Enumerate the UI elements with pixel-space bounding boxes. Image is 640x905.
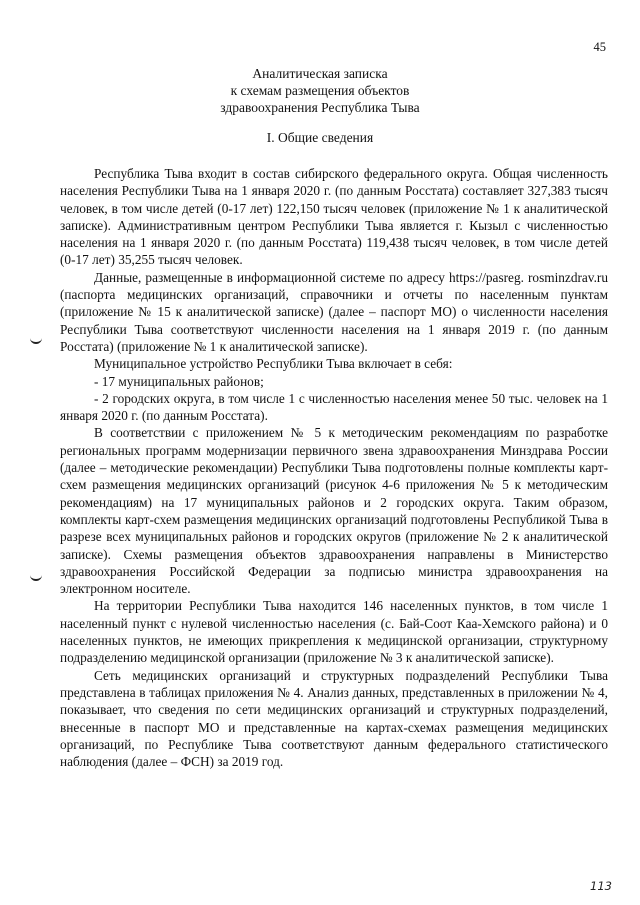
handwritten-page-number: 113 bbox=[590, 879, 612, 893]
section-title: I. Общие сведения bbox=[266, 130, 374, 145]
paragraph-municipal-structure: Муниципальное устройство Республики Тыва включает в себя: bbox=[94, 356, 453, 372]
body-text bbox=[60, 165, 608, 770]
list-item-city-districts: - 2 городских округа, в том числе 1 с численностью населения менее 50 тыс. человек на 1 января 2020 г. (по данным Росстата). bbox=[60, 390, 608, 424]
paragraph-population: Республика Тыва входит в состав сибирского федерального округа. Общая численность населения Республики Тыва на 1 января 2020 г. (по данным Росстата) составляет 327,383 тысяч человек, в том числе детей (0-17 лет) 122,150 тысяч человек (приложение № 1 к аналитической записке). Административным центром Республики Тыва является г. Кызыл с численностью населения на 1 января 2020 г. (по данным Росстата) 119,438 тысяч человек, в том числе детей (0-17 лет) 35,255 тысяч человек. bbox=[60, 166, 608, 268]
page-number: 45 bbox=[593, 40, 606, 54]
paragraph-network: Сеть медицинских организаций и структурных подразделений Республики Тыва представлена в таблицах приложения № 4. Анализ данных, представленных в приложении № 4, показывает, что сведения по сети медицинских организаций и структурных подразделений, внесенные в паспорт МО и представленные на картах-схемах размещения медицинских организаций, по Республике Тыва соответствуют данным федерального статистического наблюдения (далее – ФСН) за 2019 год. bbox=[60, 667, 608, 770]
header-line-2: к схемам размещения объектов bbox=[230, 83, 410, 98]
header-line-3: здравоохранения Республика Тыва bbox=[220, 100, 420, 115]
margin-tick-mark bbox=[30, 336, 42, 344]
paragraph-map-schemes: В соответствии с приложением № 5 к методическим рекомендациям по разработке региональных программ модернизации первичного звена здравоохранения Минздрава России (далее – методические рекомендации) Республики Тыва подготовлены полные комплекты карт-схем размещения медицинских организаций (рисунок 4-6 приложения № 5 к методическим рекомендациям) на 17 муниципальных районов и 2 городских округа. Таким образом, комплекты карт-схем размещения медицинских организаций подготовлены Республикой Тыва в разрезе всех муниципальных районов и городских округов (приложение № 2 к аналитической записке). Схемы размещения объектов здравоохранения направлены в Министерство здравоохранения Российской Федерации за подписью министра здравоохранения на электронном носителе. bbox=[60, 425, 608, 597]
header-line-1: Аналитическая записка bbox=[252, 66, 388, 81]
list-item-districts: - 17 муниципальных районов; bbox=[94, 373, 264, 389]
document-header bbox=[0, 65, 640, 116]
paragraph-settlements: На территории Республики Тыва находится 146 населенных пунктов, в том числе 1 населенный пункт с нулевой численностью населения (с. Бай-Соот Каа-Хемского района) и 0 населенных пунктов, не имеющих прикрепления к медицинской организации, структурному подразделению медицинской организации (приложение № 3 к аналитической записке). bbox=[60, 598, 608, 666]
margin-tick-mark bbox=[30, 573, 42, 581]
paragraph-passport-data: Данные, размещенные в информационной системе по адресу https://pasreg. rosminzdrav.ru (паспорта медицинских организаций, справочники и отчеты по населенным пунктам (приложение № 15 к аналитической записке) (далее – паспорт МО) о численности населения Республики Тыва соответствуют численности населения на 1 января 2019 г. (по данным Росстата) (приложение № 1 к аналитической записке). bbox=[60, 269, 608, 354]
